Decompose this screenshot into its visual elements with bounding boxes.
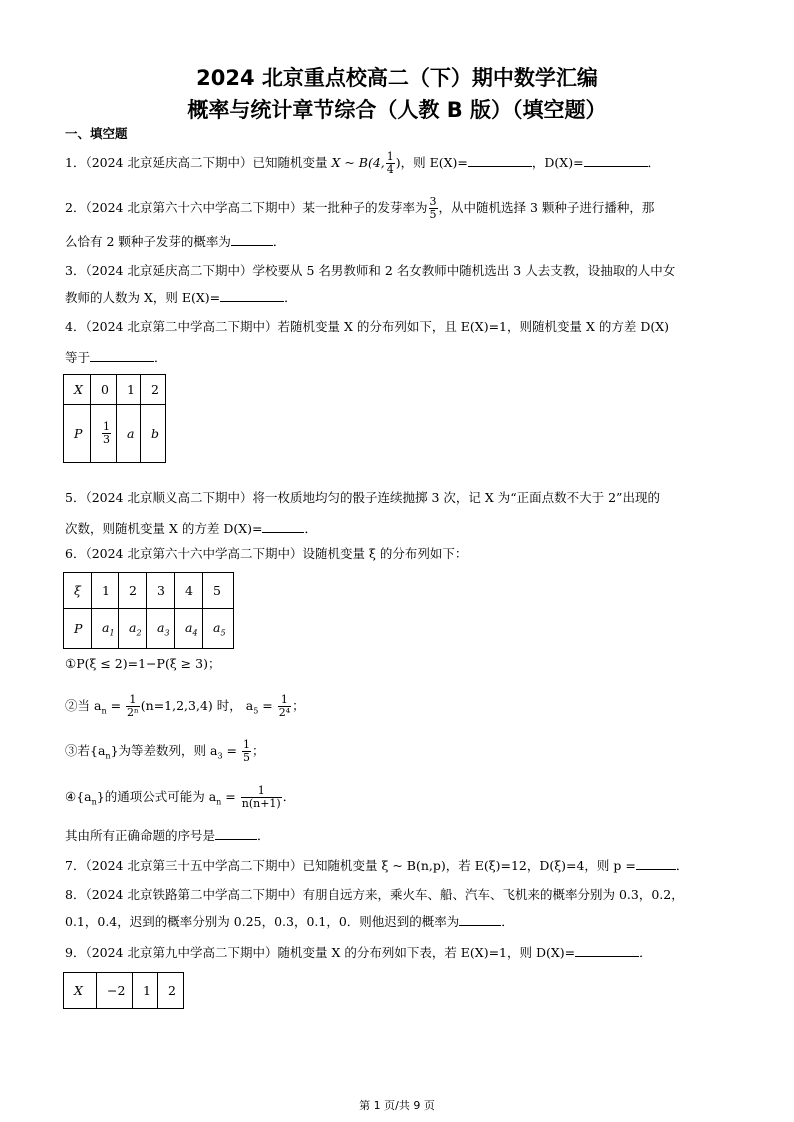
- section-heading: 一、填空题: [65, 126, 128, 141]
- q6-distribution-table: [63, 572, 234, 649]
- question-4-line-1: 4．（2024 北京第二中学高二下期中）若随机变量 X 的分布列如下，且 E(X)=1，则随机变量 X 的方差 D(X): [65, 319, 670, 334]
- q2-line2b: ．: [272, 234, 286, 249]
- question-8-line-2: [65, 913, 514, 930]
- q9-blank[interactable]: [575, 944, 639, 957]
- question-3-line-2: [65, 289, 297, 306]
- q6-cell-x4: 4: [175, 573, 203, 609]
- q6-s3-sub2: 3: [217, 751, 223, 761]
- q2-blank[interactable]: [231, 233, 273, 246]
- q6-a5-base: a: [213, 619, 221, 635]
- q1-fraction: [386, 151, 395, 176]
- q5-line2b: ．: [304, 521, 317, 536]
- q6-cell-a5: [203, 609, 234, 649]
- q2-frac-den: 5: [429, 208, 437, 221]
- q6-a4-base: a: [185, 619, 193, 635]
- q6-s4-den: n(n+1): [241, 797, 281, 810]
- q6-s2e: ；: [292, 698, 305, 713]
- q6-ask-a: 其由所有正确命题的序号是: [65, 828, 216, 843]
- q4-cell-x2: 2: [141, 375, 166, 405]
- q6-s2-den: 2ⁿ: [127, 706, 139, 719]
- q6-s4-sub2: n: [216, 797, 222, 807]
- q1-frac-num: 1: [386, 150, 394, 163]
- q6-s2-fraction: [126, 694, 140, 719]
- q6-statement-2: [65, 694, 305, 720]
- q6-s3c: =: [222, 743, 241, 758]
- q6-statement-1: ①P(ξ ≤ 2)=1−P(ξ ≥ 3)；: [65, 656, 221, 671]
- q6-s4-fraction: [241, 785, 282, 810]
- q6-cell-a3: [147, 609, 175, 649]
- q6-ask: [65, 827, 270, 844]
- q6-ask-b: ．: [257, 828, 270, 843]
- q6-a5-sub: 5: [220, 628, 226, 638]
- q1-expr: X ~ B(4,: [331, 155, 385, 170]
- q7-blank[interactable]: [636, 857, 676, 870]
- q1-mid: ，D(X)=: [531, 155, 584, 170]
- q7-text: 7．（2024 北京第三十五中学高二下期中）已知随机变量 ξ ~ B(n,p)，若 E(ξ)=12，D(ξ)=4，则 p =: [65, 858, 636, 873]
- q2-prefix: 2．（2024 北京第六十六中学高二下期中）某一批种子的发芽率为: [65, 200, 428, 215]
- q6-blank[interactable]: [215, 827, 257, 840]
- q6-s2-fraction-2: [278, 694, 291, 719]
- q6-a3-base: a: [157, 619, 165, 635]
- q5-line2a: 次数，则随机变量 X 的方差 D(X)=: [65, 521, 263, 536]
- question-7: [65, 857, 688, 874]
- q6-s2a: ②当 a: [65, 698, 102, 713]
- q9-cell-xm2: −2: [97, 973, 133, 1009]
- q4-p0-num: 1: [103, 420, 110, 433]
- q6-cell-x5: 5: [203, 573, 234, 609]
- question-2-line-2: [65, 233, 285, 250]
- q6-s4b: }的通项公式可能为 a: [96, 789, 217, 804]
- q6-cell-x1: 1: [92, 573, 119, 609]
- q8-line2b: ．: [501, 914, 514, 929]
- q6-s2-sub: n: [101, 706, 107, 716]
- question-8-line-1: 8．（2024 北京铁路第二中学高二下期中）有朋自远方来，乘火车、船、汽车、飞机来的概率分别为 0.3，0.2，: [65, 887, 684, 902]
- q6-cell-a1: [92, 609, 119, 649]
- q9-text: 9．（2024 北京第九中学高二下期中）随机变量 X 的分布列如下表，若 E(X)=1，则 D(X)=: [65, 945, 576, 960]
- q6-s3d: ；: [251, 743, 265, 758]
- question-6-line-1: 6．（2024 北京第六十六中学高二下期中）设随机变量 ξ 的分布列如下：: [65, 546, 468, 561]
- q4-cell-p2: b: [141, 405, 166, 463]
- q1-blank-1[interactable]: [468, 154, 532, 167]
- question-3-line-1: 3．（2024 北京延庆高二下期中）学校要从 5 名男教师和 2 名女教师中随机选出 3 人去支教，设抽取的人中女: [65, 263, 676, 278]
- q7-end: ．: [675, 858, 689, 873]
- page-footer: 第 1 页/共 9 页: [359, 1099, 435, 1112]
- question-2-line-1: [65, 196, 654, 221]
- q6-s4d: ．: [282, 789, 296, 804]
- q2-fraction: [429, 196, 438, 221]
- q6-cell-header-p: P: [64, 609, 92, 649]
- q2-after: ，从中随机选择 3 颗种子进行播种，那: [438, 200, 655, 215]
- q6-s2-sub2: 5: [253, 706, 259, 716]
- q9-cell-x1: 1: [133, 973, 158, 1009]
- q1-after: )，则 E(X)=: [395, 155, 468, 170]
- q3-line2a: 教师的人数为 X，则 E(X)=: [65, 290, 221, 305]
- q6-a3-sub: 3: [164, 628, 170, 638]
- q4-cell-x0: 0: [91, 375, 117, 405]
- q6-a2-base: a: [129, 619, 137, 635]
- q6-cell-x3: 3: [147, 573, 175, 609]
- question-4-line-2: [65, 349, 167, 366]
- title-line-2: 概率与统计章节综合（人教 B 版）（填空题）: [187, 98, 607, 122]
- q6-s2d: =: [258, 698, 277, 713]
- q9-distribution-table: [63, 972, 184, 1009]
- q4-distribution-table: [63, 374, 166, 463]
- q6-s3b: }为等差数列，则 a: [110, 743, 218, 758]
- q8-blank[interactable]: [459, 913, 501, 926]
- q6-cell-x2: 2: [119, 573, 147, 609]
- q6-s3a: ③若{a: [65, 743, 106, 758]
- q6-s2-num: 1: [126, 694, 140, 707]
- q4-blank[interactable]: [90, 349, 154, 362]
- q6-cell-a2: [119, 609, 147, 649]
- q6-s3-den: 5: [242, 751, 250, 764]
- q9-cell-header-x: X: [64, 973, 97, 1009]
- q6-s4-sub: n: [91, 797, 97, 807]
- q6-s4c: =: [221, 789, 240, 804]
- q1-end: ．: [647, 155, 661, 170]
- q6-s4-num: 1: [241, 785, 282, 798]
- q3-line2b: ．: [284, 290, 297, 305]
- q2-line2a: 么恰有 2 颗种子发芽的概率为: [65, 234, 231, 249]
- q4-line2a: 等于: [65, 350, 91, 365]
- q4-cell-x1: 1: [117, 375, 141, 405]
- q6-statement-3: [65, 739, 264, 765]
- q6-s4a: ④{a: [65, 789, 92, 804]
- q8-line2a: 0.1，0.4，迟到的概率分别为 0.25，0.3，0.1，0．则他迟到的概率为: [65, 914, 460, 929]
- title-line-1: 2024 北京重点校高二（下）期中数学汇编: [196, 66, 598, 90]
- q1-prefix: 1．（2024 北京延庆高二下期中）已知随机变量: [65, 155, 332, 170]
- q6-s3-num: 1: [242, 738, 250, 751]
- question-5-line-2: [65, 520, 317, 537]
- q9-cell-x2: 2: [158, 973, 184, 1009]
- q6-a1-base: a: [102, 619, 110, 635]
- q6-s2-den2: 2⁴: [278, 706, 291, 719]
- q9-end: ．: [639, 945, 652, 960]
- q1-blank-2[interactable]: [584, 154, 648, 167]
- q6-a1-sub: 1: [109, 628, 115, 638]
- q4-line2b: ．: [154, 350, 167, 365]
- question-1: [65, 151, 660, 176]
- question-9: [65, 944, 652, 961]
- q5-blank[interactable]: [262, 520, 304, 533]
- q6-cell-a4: [175, 609, 203, 649]
- q4-p0-den: 3: [103, 433, 110, 446]
- q2-frac-num: 3: [429, 195, 437, 208]
- q6-a4-sub: 4: [192, 628, 198, 638]
- q6-s2c: (n=1,2,3,4) 时， a: [140, 698, 254, 713]
- q6-s2-num2: 1: [278, 694, 291, 707]
- q4-cell-p0: [91, 405, 117, 463]
- q4-cell-p1: a: [117, 405, 141, 463]
- q6-a2-sub: 2: [136, 628, 142, 638]
- q6-s3-fraction: [242, 739, 251, 764]
- q1-frac-den: 4: [386, 163, 394, 176]
- q6-s3-sub: n: [105, 751, 111, 761]
- q6-cell-header-xi: ξ: [64, 573, 92, 609]
- q6-s2b: =: [106, 698, 126, 713]
- q3-blank[interactable]: [220, 289, 284, 302]
- q4-cell-header-p: P: [64, 405, 91, 463]
- q6-statement-4: [65, 785, 295, 811]
- q4-cell-header-x: X: [64, 375, 91, 405]
- question-5-line-1: 5．（2024 北京顺义高二下期中）将一枚质地均匀的骰子连续抛掷 3 次，记 X 为“正面点数不大于 2”出现的: [65, 490, 660, 505]
